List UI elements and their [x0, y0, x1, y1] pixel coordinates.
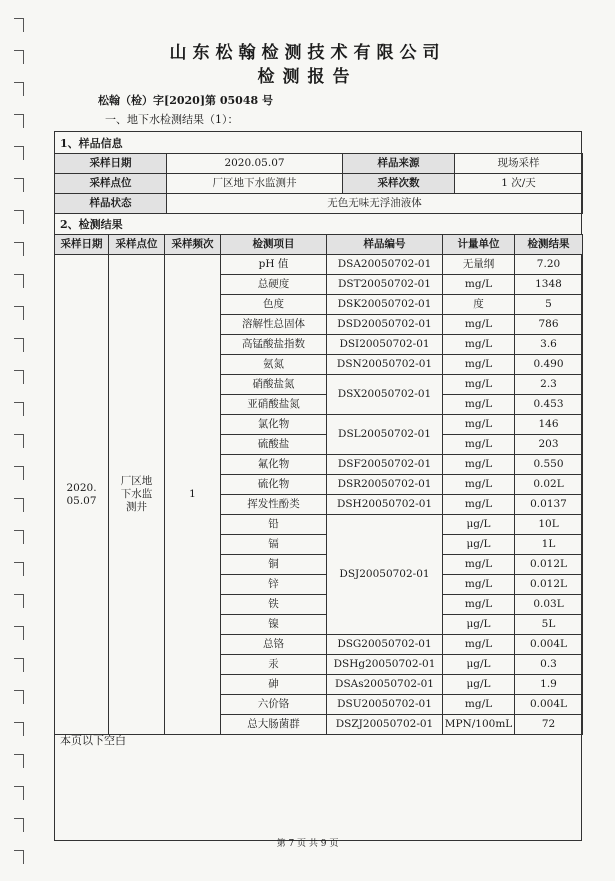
binder-tick [14, 626, 23, 627]
company-name: 山东松翰检测技术有限公司 [169, 43, 446, 63]
sample-source-label: 样品来源 [343, 154, 455, 174]
test-item: 氟化物 [221, 455, 327, 475]
unit: mg/L [443, 415, 515, 435]
test-item: 镍 [221, 615, 327, 635]
unit: mg/L [443, 495, 515, 515]
binder-tick [14, 338, 23, 339]
column-header: 采样日期 [55, 235, 109, 255]
result-value: 0.02L [515, 475, 583, 495]
sample-id: DSA20050702-01 [327, 255, 443, 275]
results-header-row [55, 235, 583, 255]
binder-tick [14, 306, 23, 307]
unit: MPN/100mL [443, 715, 515, 735]
sample-id: DSJ20050702-01 [327, 515, 443, 635]
unit: mg/L [443, 475, 515, 495]
unit: mg/L [443, 635, 515, 655]
unit: mg/L [443, 455, 515, 475]
sample-id: DSF20050702-01 [327, 455, 443, 475]
binder-tick [14, 114, 23, 115]
unit: mg/L [443, 335, 515, 355]
binder-tick [14, 818, 23, 819]
result-value: 0.004L [515, 635, 583, 655]
test-item: 溶解性总固体 [221, 315, 327, 335]
unit: mg/L [443, 355, 515, 375]
unit: μg/L [443, 515, 515, 535]
test-item: 硝酸盐氮 [221, 375, 327, 395]
test-item: 铅 [221, 515, 327, 535]
result-value: 5L [515, 615, 583, 635]
sampling-site-cell: 厂区地 下水监 测井 [109, 255, 165, 735]
unit: mg/L [443, 315, 515, 335]
result-value: 0.012L [515, 555, 583, 575]
unit: μg/L [443, 535, 515, 555]
sample-times-label: 采样次数 [343, 174, 455, 194]
test-item: 砷 [221, 675, 327, 695]
binder-tick [14, 178, 23, 179]
result-value: 0.490 [515, 355, 583, 375]
result-value: 0.004L [515, 695, 583, 715]
unit: mg/L [443, 555, 515, 575]
sampling-date-cell: 2020. 05.07 [55, 255, 109, 735]
binder-tick [14, 210, 23, 211]
test-item: 锌 [221, 575, 327, 595]
sample-id: DSAs20050702-01 [327, 675, 443, 695]
sample-id: DSZJ20050702-01 [327, 715, 443, 735]
binder-margin [14, 18, 26, 868]
sample-id: DSU20050702-01 [327, 695, 443, 715]
binder-tick [14, 18, 23, 19]
sample-times-value: 1 次/天 [455, 174, 583, 194]
table-row [55, 255, 583, 275]
unit: mg/L [443, 695, 515, 715]
sample-site-label: 采样点位 [55, 174, 167, 194]
binder-tick [14, 594, 23, 595]
sample-id: DSI20050702-01 [327, 335, 443, 355]
sample-state-label: 样品状态 [55, 194, 167, 214]
binder-tick [14, 690, 23, 691]
test-item: 总硬度 [221, 275, 327, 295]
binder-tick [14, 722, 23, 723]
test-item: 总铬 [221, 635, 327, 655]
test-item: 氨氮 [221, 355, 327, 375]
sample-state-value: 无色无味无浮油液体 [167, 194, 583, 214]
binder-tick [14, 434, 23, 435]
binder-tick [14, 530, 23, 531]
sample-info-heading: 1、样品信息 [60, 137, 123, 150]
sample-id: DSHg20050702-01 [327, 655, 443, 675]
result-value: 203 [515, 435, 583, 455]
result-value: 0.550 [515, 455, 583, 475]
result-value: 0.453 [515, 395, 583, 415]
result-value: 0.3 [515, 655, 583, 675]
column-header: 采样频次 [165, 235, 221, 255]
binder-tick [14, 242, 23, 243]
report-number: 松翰（检）字[2020]第 05048 号 [98, 94, 273, 107]
page-footer: 第 7 页 共 9 页 [276, 839, 339, 849]
blank-below-note: 本页以下空白 [60, 734, 126, 747]
unit: mg/L [443, 275, 515, 295]
sample-site-value: 厂区地下水监测井 [167, 174, 343, 194]
sampling-frequency-cell: 1 [165, 255, 221, 735]
sample-id: DSL20050702-01 [327, 415, 443, 455]
test-item: 铁 [221, 595, 327, 615]
test-item: 汞 [221, 655, 327, 675]
sample-id: DSN20050702-01 [327, 355, 443, 375]
sample-id: DSH20050702-01 [327, 495, 443, 515]
unit: mg/L [443, 595, 515, 615]
unit: μg/L [443, 655, 515, 675]
column-header: 检测项目 [221, 235, 327, 255]
unit: mg/L [443, 435, 515, 455]
result-value: 1.9 [515, 675, 583, 695]
sample-date-label: 采样日期 [55, 154, 167, 174]
test-item: 镉 [221, 535, 327, 555]
column-header: 采样点位 [109, 235, 165, 255]
binder-tick [14, 754, 23, 755]
binder-tick [14, 786, 23, 787]
unit: mg/L [443, 375, 515, 395]
test-item: 铜 [221, 555, 327, 575]
binder-tick [14, 146, 23, 147]
binder-tick [14, 370, 23, 371]
test-item: 六价铬 [221, 695, 327, 715]
section-title: 一、地下水检测结果（1）： [105, 113, 239, 126]
report-title: 检测报告 [257, 67, 358, 87]
result-value: 0.0137 [515, 495, 583, 515]
unit: μg/L [443, 615, 515, 635]
result-value: 72 [515, 715, 583, 735]
result-value: 5 [515, 295, 583, 315]
unit: μg/L [443, 675, 515, 695]
test-item: 挥发性酚类 [221, 495, 327, 515]
unit: mg/L [443, 395, 515, 415]
binder-tick [14, 850, 23, 851]
sample-source-value: 现场采样 [455, 154, 583, 174]
column-header: 检测结果 [515, 235, 583, 255]
sample-id: DSG20050702-01 [327, 635, 443, 655]
result-value: 0.012L [515, 575, 583, 595]
unit: 无量纲 [443, 255, 515, 275]
sample-info-table [54, 153, 583, 214]
binder-tick [14, 402, 23, 403]
result-value: 0.03L [515, 595, 583, 615]
result-value: 1L [515, 535, 583, 555]
binder-tick [14, 498, 23, 499]
test-item: pH 值 [221, 255, 327, 275]
result-value: 7.20 [515, 255, 583, 275]
result-value: 3.6 [515, 335, 583, 355]
test-item: 总大肠菌群 [221, 715, 327, 735]
test-item: 色度 [221, 295, 327, 315]
test-item: 硫化物 [221, 475, 327, 495]
binder-tick [14, 274, 23, 275]
result-value: 1348 [515, 275, 583, 295]
results-heading: 2、检测结果 [60, 218, 123, 231]
unit: 度 [443, 295, 515, 315]
sample-id: DST20050702-01 [327, 275, 443, 295]
binder-tick [14, 562, 23, 563]
sample-id: DSK20050702-01 [327, 295, 443, 315]
sample-id: DSX20050702-01 [327, 375, 443, 415]
test-item: 亚硝酸盐氮 [221, 395, 327, 415]
result-value: 2.3 [515, 375, 583, 395]
result-value: 786 [515, 315, 583, 335]
column-header: 计量单位 [443, 235, 515, 255]
test-item: 硫酸盐 [221, 435, 327, 455]
binder-tick [14, 658, 23, 659]
unit: mg/L [443, 575, 515, 595]
binder-tick [14, 466, 23, 467]
test-item: 氯化物 [221, 415, 327, 435]
result-value: 146 [515, 415, 583, 435]
test-item: 高锰酸盐指数 [221, 335, 327, 355]
sample-id: DSD20050702-01 [327, 315, 443, 335]
sample-date-value: 2020.05.07 [167, 154, 343, 174]
result-value: 10L [515, 515, 583, 535]
results-table [54, 234, 583, 735]
sample-id: DSR20050702-01 [327, 475, 443, 495]
column-header: 样品编号 [327, 235, 443, 255]
